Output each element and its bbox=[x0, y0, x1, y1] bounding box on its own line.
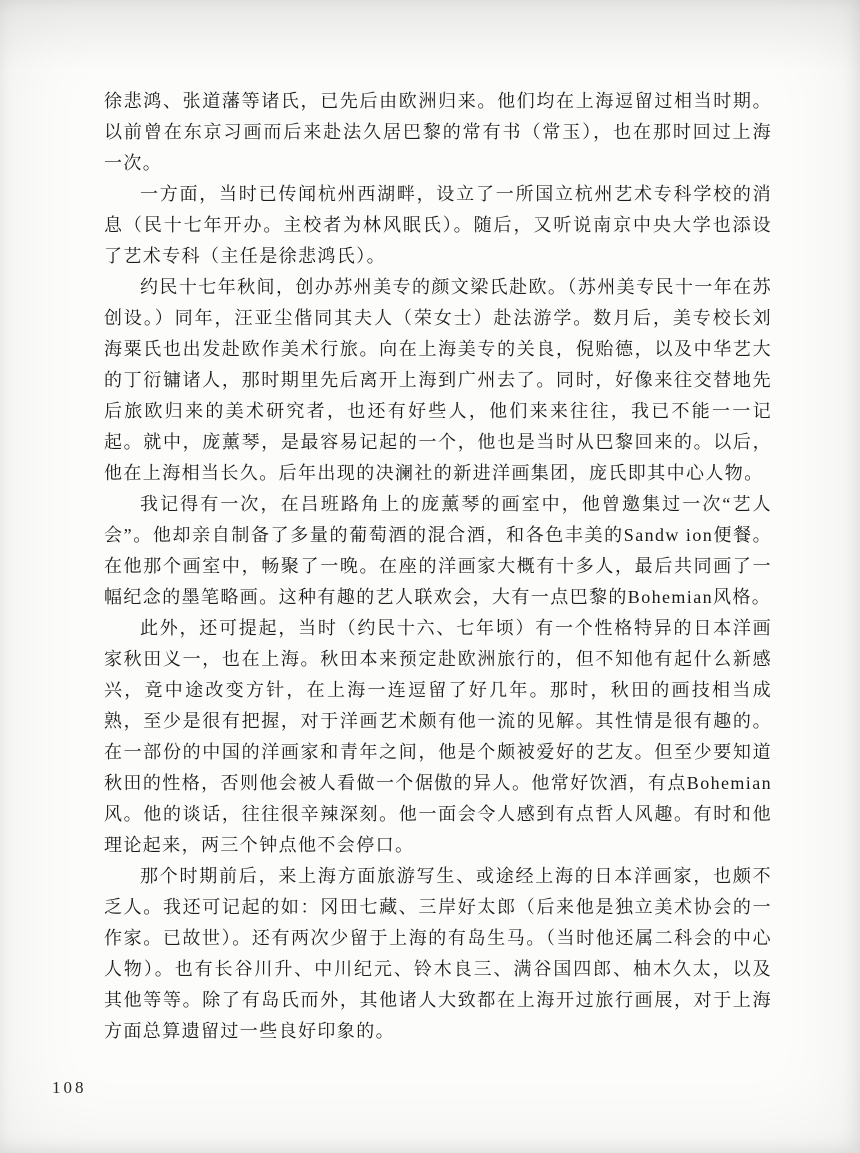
paragraph: 那个时期前后，来上海方面旅游写生、或途经上海的日本洋画家，也颇不乏人。我还可记起的如：冈田七藏、三岸好太郎（后来他是独立美术协会的一作家。已故世）。还有两次少留于上海的有岛生马。（当时他还属二科会的中心人物）。也有长谷川升、中川纪元、铃木良三、满谷国四郎、柚木久太，以及其他等等。除了有岛氏而外，其他诸人大致都在上海开过旅行画展，对于上海方面总算遗留过一些良好印象的。 bbox=[104, 866, 772, 1041]
paragraph: 我记得有一次，在吕班路角上的庞薰琴的画室中，他曾邀集过一次“艺人会”。他却亲自制备了多量的葡萄酒的混合酒，和各色丰美的Sandw ion便餐。在他那个画室中，畅聚了一晚。在座的洋画家大概有十多人，最后共同画了一幅纪念的墨笔略画。这种有趣的艺人联欢会，大有一点巴黎的Bohemian风格。 bbox=[104, 494, 772, 607]
page-number: 108 bbox=[52, 1078, 87, 1097]
page-text-block bbox=[104, 86, 772, 1047]
paragraph: 徐悲鸿、张道藩等诸氏，已先后由欧洲归来。他们均在上海逗留过相当时期。以前曾在东京习画而后来赴法久居巴黎的常有书（常玉），也在那时回过上海一次。 bbox=[104, 91, 772, 173]
paragraph: 约民十七年秋间，创办苏州美专的颜文梁氏赴欧。（苏州美专民十一年在苏创设。）同年，汪亚尘偕同其夫人（荣女士）赴法游学。数月后，美专校长刘海粟氏也出发赴欧作美术行旅。向在上海美专的关良，倪贻德，以及中华艺大的丁衍镛诸人，那时期里先后离开上海到广州去了。同时，好像来往交替地先后旅欧归来的美术研究者，也还有好些人，他们来来往往，我已不能一一记起。就中，庞薰琴，是最容易记起的一个，他也是当时从巴黎回来的。以后，他在上海相当长久。后年出现的决澜社的新进洋画集团，庞氏即其中心人物。 bbox=[104, 277, 772, 483]
paragraph: 一方面，当时已传闻杭州西湖畔，设立了一所国立杭州艺术专科学校的消息（民十七年开办。主校者为林风眠氏）。随后，又听说南京中央大学也添设了艺术专科（主任是徐悲鸿氏）。 bbox=[104, 184, 772, 266]
paragraph: 此外，还可提起，当时（约民十六、七年顷）有一个性格特异的日本洋画家秋田义一，也在上海。秋田本来预定赴欧洲旅行的，但不知他有起什么新感兴，竟中途改变方针，在上海一连逗留了好几年。那时，秋田的画技相当成熟，至少是很有把握，对于洋画艺术颇有他一流的见解。其性情是很有趣的。在一部份的中国的洋画家和青年之间，他是个颇被爱好的艺友。但至少要知道秋田的性格，否则他会被人看做一个倨傲的异人。他常好饮酒，有点Bohemian风。他的谈话，往往很辛辣深刻。他一面会令人感到有点哲人风趣。有时和他理论起来，两三个钟点他不会停口。 bbox=[104, 618, 772, 855]
